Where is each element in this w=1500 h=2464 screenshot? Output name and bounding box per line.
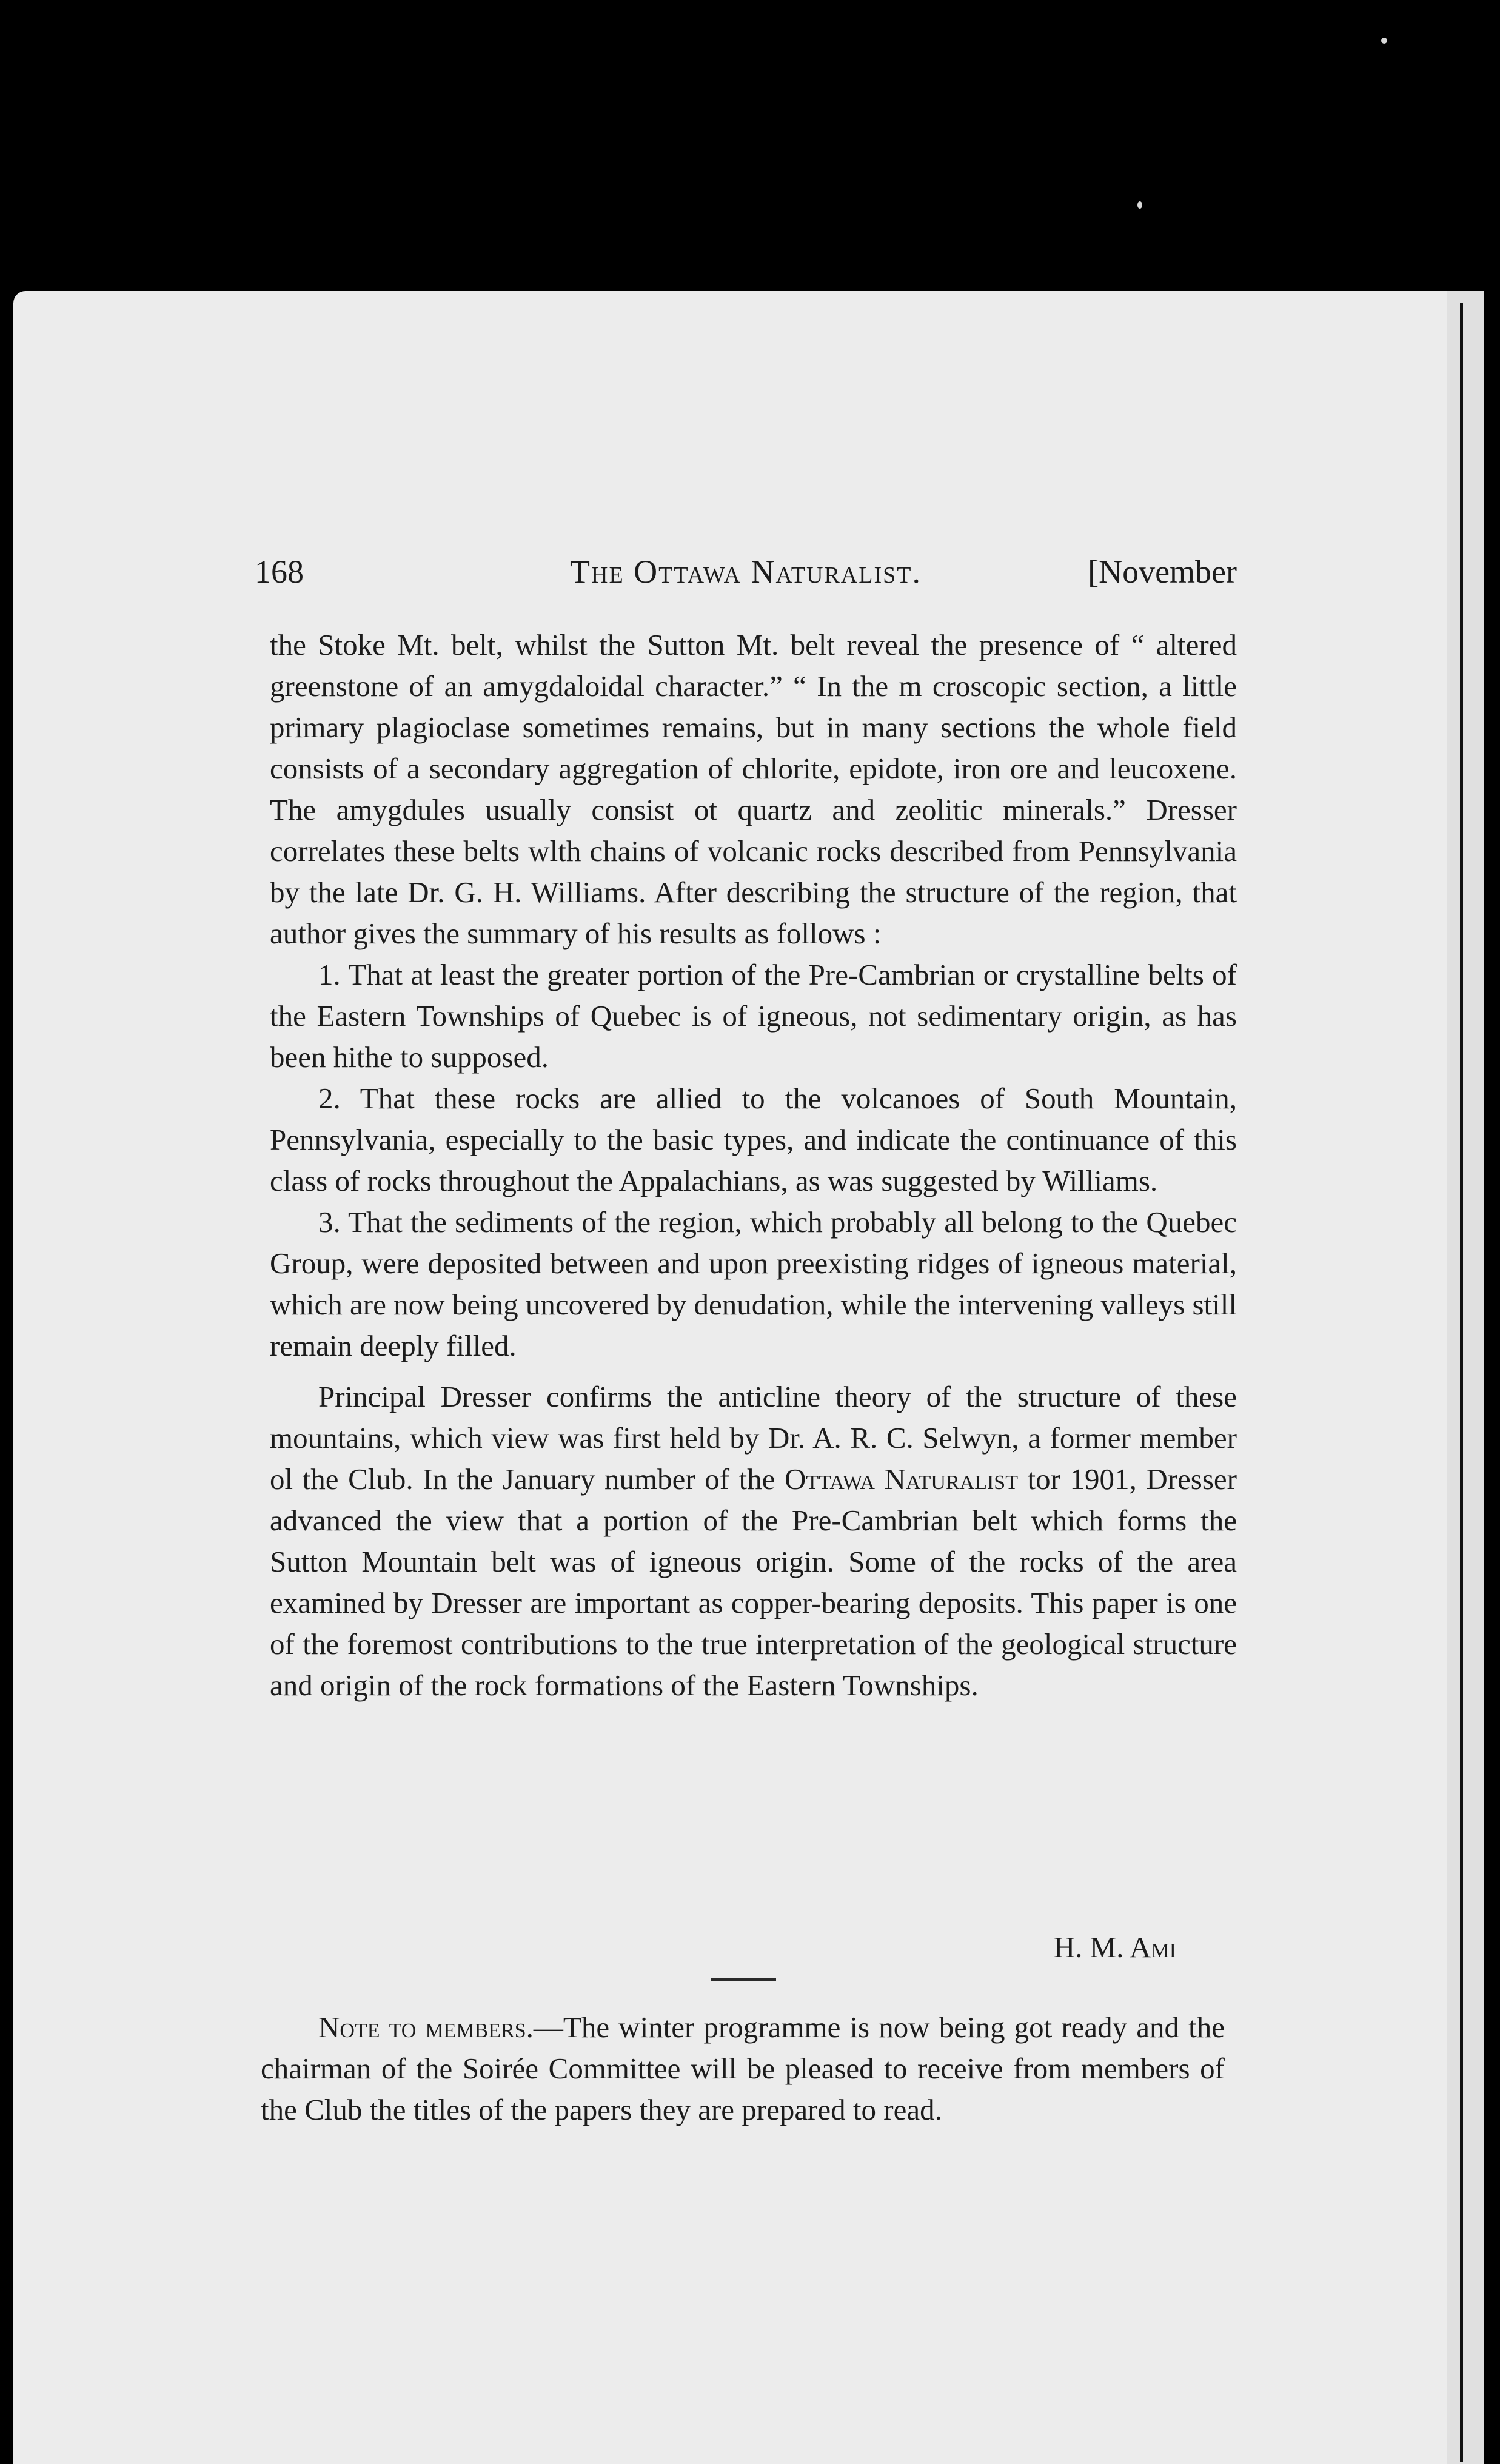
- summary-item-1: 1. That at least the greater portion of the Pre-Cambrian or crystalline belts of the Eastern Townships of Quebec is of igneous, not sedimentary origin, as has been hithe to supposed.: [270, 958, 1237, 1074]
- note-text: —The winter programme is now being got ready and the chairman of the Soirée Committee will be pleased to receive from members of the Club the titles of the papers they are prepared to read.: [261, 2010, 1225, 2126]
- page-edge: [1447, 291, 1484, 2464]
- summary-item-2: 2. That these rocks are allied to the volcanoes of South Mountain, Pennsylvania, especially to the basic types, and indicate the continuance of this class of rocks throughout the Appalachians, as was suggested by Williams.: [270, 1082, 1237, 1197]
- scan-speck: [1381, 38, 1387, 44]
- note-to-members: [261, 2007, 1225, 2131]
- summary-item-3: 3. That the sediments of the region, which probably all belong to the Quebec Group, were deposited between and upon preexisting ridges of igneous material, which are now being uncovered by denudation, while the intervening valleys still remain deeply filled.: [270, 1205, 1237, 1362]
- conclusion-text-part2: tor 1901, Dresser advanced the view that a portion of the Pre-Cambrian belt which forms the Sutton Mountain belt was of igneous origin. Some of the rocks of the area examined by Dresser are important as copper-bearing deposits. This paper is one of the foremost contributions to the true interpretation of the geological structure and origin of the rock formations of the Eastern Townships.: [270, 1462, 1237, 1702]
- page-number: 168: [255, 554, 304, 590]
- note-heading: Note to members.: [318, 2010, 534, 2044]
- issue-month: [November: [1088, 554, 1237, 590]
- running-title: The Ottawa Naturalist.: [570, 554, 922, 590]
- section-divider: [711, 1978, 776, 1981]
- paragraph-conclusion: [270, 1376, 1237, 1706]
- page-edge-shadow: [1460, 303, 1463, 2462]
- journal-name: Ottawa Naturalist: [785, 1462, 1018, 1496]
- article-body: [270, 624, 1237, 1706]
- paragraph-continuation: the Stoke Mt. belt, whilst the Sutton Mt. belt reveal the presence of “ altered greenstone of an amygdaloidal character.” “ In the m croscopic section, a little primary plagioclase sometimes remains, but in many sections the whole field consists of a secondary aggregation of chlorite, epidote, iron ore and leucoxene. The amygdules usually consist ot quartz and zeolitic minerals.” Dresser correlates these belts wlth chains of volcanic rocks described from Pennsylvania by the late Dr. G. H. Williams. After describing the structure of the region, that author gives the summary of his results as follows :: [270, 628, 1237, 950]
- page-header: [255, 551, 1237, 593]
- scan-speck: [1137, 201, 1142, 209]
- conclusion-text-part1: Principal Dresser confirms the anticline theory of the structure of these mountains, which view was first held by Dr. A. R. C. Selwyn, a former member ol the Club. In the January number of the: [270, 1380, 1237, 1496]
- author-signature: H. M. Ami: [1053, 1930, 1176, 1964]
